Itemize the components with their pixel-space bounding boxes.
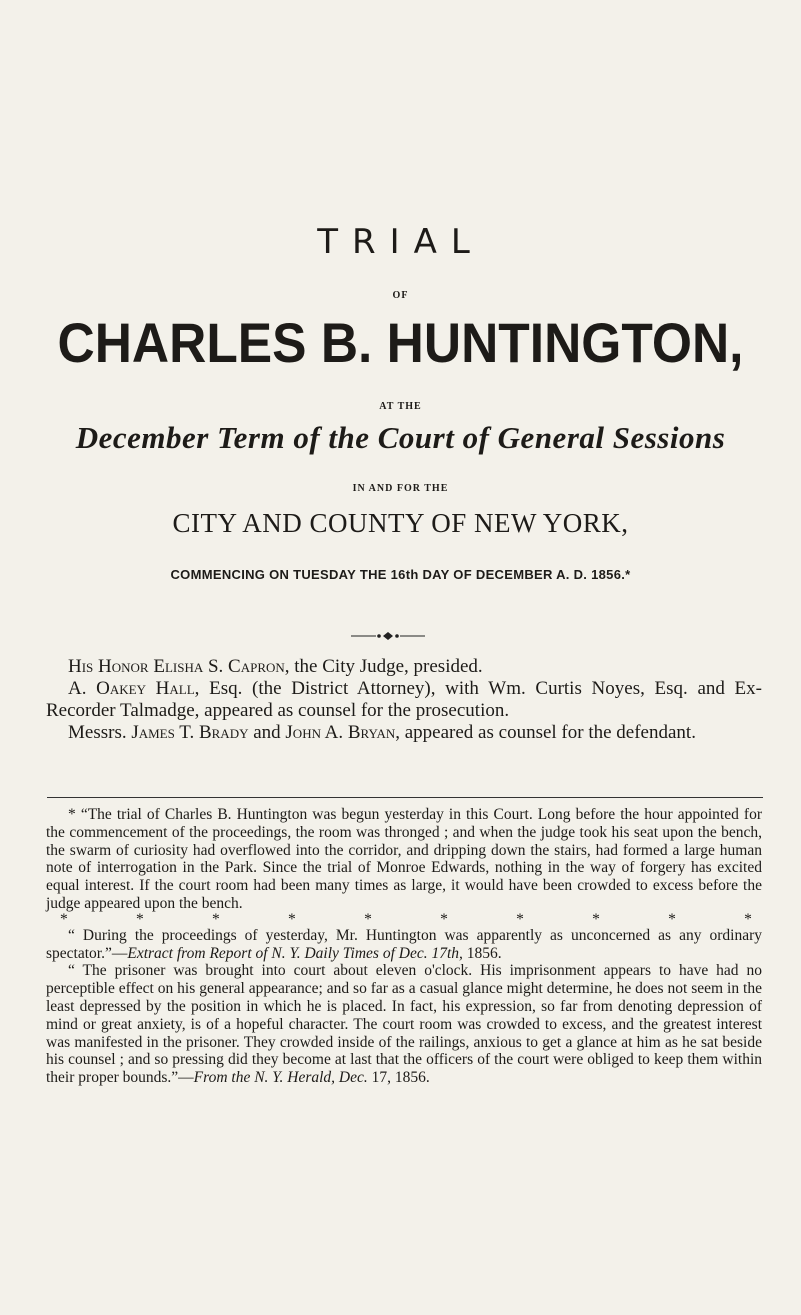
asterism: * * * * * * * * * * [60,910,752,928]
footnote-rule [47,797,763,798]
defense-counsel-1: James T. Brady [131,722,249,743]
ornamental-divider [0,630,801,642]
herald-citation: From the N. Y. Herald, Dec. [193,1069,368,1087]
defense-paragraph: Messrs. James T. Brady and John A. Bryan, appeared as counsel for the defendant. [68,722,696,743]
defendant-name: CHARLES B. HUNTINGTON, [57,311,744,374]
times-citation: Extract from Report of N. Y. Daily Times of Dec. 17th, [127,944,463,962]
district-attorney-name: A. Oakey Hall, [68,678,200,699]
proceedings-summary [46,656,762,744]
prosecution-paragraph: A. Oakey Hall, Esq. (the District Attorney), with Wm. Curtis Noyes, Esq. and Ex-Recorder Talmadge, appeared as counsel for the prosecution. [46,678,762,721]
footnote [46,806,762,1087]
commencing-date-line: COMMENCING ON TUESDAY THE 16th DAY OF DECEMBER A. D. 1856.* [170,567,631,582]
of-label: OF [392,290,409,301]
judge-name: His Honor Elisha S. Capron, [68,656,290,677]
footnote-paragraph-2: “ During the proceedings of yesterday, Mr. Huntington was apparently as unconcerned as any ordinary spectator.”—Extract from Report of N. Y. Daily Times of Dec. 17th, 1856. [46,926,762,962]
in-and-for-label: IN AND FOR THE [352,483,449,494]
judge-paragraph: His Honor Elisha S. Capron, the City Judge, presided. [68,656,483,677]
footnote-paragraph-1: * “The trial of Charles B. Huntington was begun yesterday in this Court. Long before the hour appointed for the commencement of the proceedings, the room was thronged ; and when the judge took his seat upon the bench, the swarm of curiosity had overflowed into the corridor, and dripping down the stairs, had formed a large human note of interrogation in the Park. Since the trial of Monroe Edwards, nothing in the way of forgery has excited equal interest. If the court room had been many times as large, it would have been crowded to excess before the judge appeared upon the bench. [46,806,762,912]
defense-counsel-2: John A. Bryan, [285,722,400,743]
court-term-title: December Term of the Court of General Sessions [75,420,726,455]
city-county-title: CITY AND COUNTY OF NEW YORK, [172,508,629,538]
at-the-label: AT THE [379,401,422,412]
footnote-paragraph-3: “ The prisoner was brought into court about eleven o'clock. His imprisonment appears to have had no perceptible effect on his general appearance; and so far as a casual glance might determine, he does not seem in the least depressed by the position in which he is placed. In fact, his expression, so far from denoting depression of mind or great anxiety, is of a hopeful character. The court room was crowded to excess, and the greatest interest was manifested in the prisoner. They crowded inside of the railings, anxious to get a glance at him as he sat beside his counsel ; and so pressing did they become at last that the officers of the court were obliged to keep them within their proper bounds.”—From the N. Y. Herald, Dec. 17, 1856. [46,962,762,1087]
trial-heading: TRIAL [317,222,484,262]
